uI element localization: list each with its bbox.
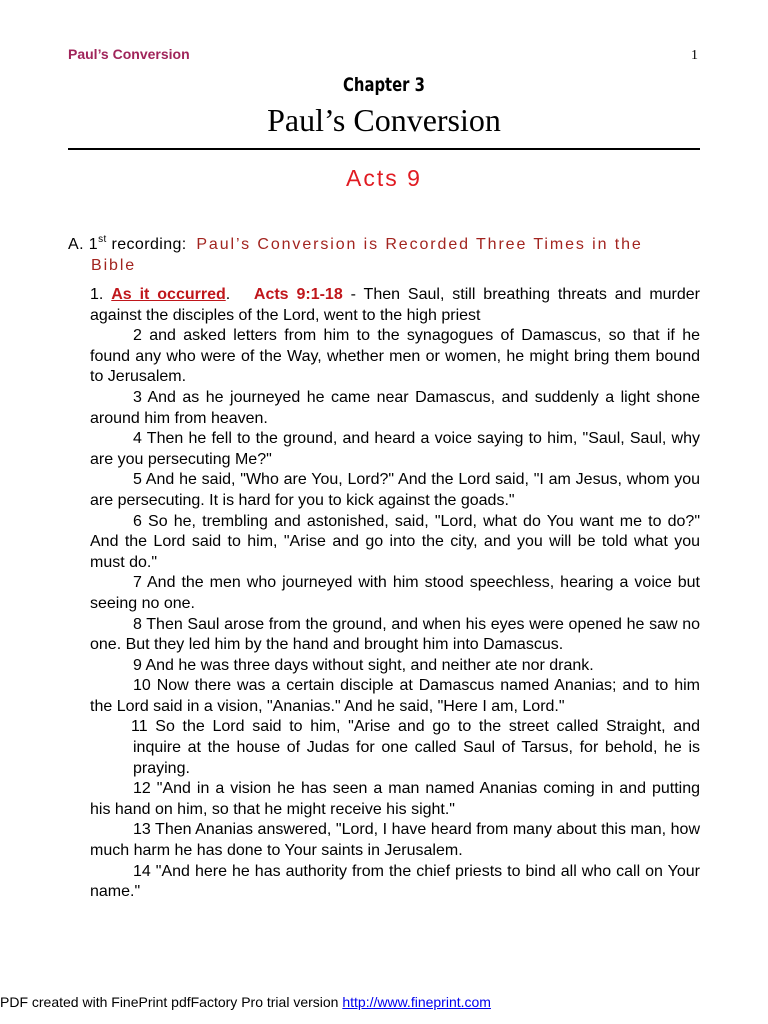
verse-11: 11 So the Lord said to him, "Arise and go to the street called Straight, and inquire at the house of Judas for one called Saul of Tarsus, for behold, he is praying. (131, 718, 700, 777)
verse-5: 5 And he said, "Who are You, Lord?" And the Lord said, "I am Jesus, whom you are persecuting. It is hard for you to kick against the goads." (90, 471, 700, 509)
verse-13: 13 Then Ananias answered, "Lord, I have heard from many about this man, how much harm he has done to Your saints in Jerusalem. (90, 821, 700, 860)
verse-10: 10 Now there was a certain disciple at Damascus named Ananias; and to him the Lord said in a vision, "Ananias." And he said, "Here I am, Lord." (90, 677, 700, 715)
verse-3: 3 And as he journeyed he came near Damascus, and suddenly a light shone around him from heaven. (90, 388, 700, 427)
section-a-title-continued: Bible (91, 256, 137, 274)
verse-2: 2 and asked letters from him to the synagogues of Damascus, so that if he found any who were of the Way, whether men or women, he might bring them bound to Jerusalem. (90, 327, 700, 386)
verse-1: 1. As it occurred. Acts 9:1-18 - Then Saul, still breathing threats and murder against the disciples of the Lord, went to the high priest (90, 286, 700, 324)
verse-9: 9 And he was three days without sight, and neither ate nor drank. (133, 656, 594, 674)
section-a-lead: recording: (106, 236, 197, 253)
item-number: 1. (90, 286, 104, 303)
verse-1-text: - Then Saul, still breathing threats and murder against the disciples of the Lord, went to the high priest (90, 286, 700, 324)
verse-4: 4 Then he fell to the ground, and heard a voice saying to him, "Saul, Saul, why are you persecuting Me?" (90, 430, 700, 468)
pdf-footer (0, 994, 491, 1010)
section-a-heading (68, 235, 700, 276)
chapter-title: Paul’s Conversion (267, 102, 501, 138)
running-header-title: Paul’s Conversion (68, 46, 190, 62)
title-divider (68, 148, 700, 150)
chapter-label: Chapter 3 (343, 74, 425, 96)
fineprint-link[interactable]: http://www.fineprint.com (342, 994, 491, 1010)
section-a-title: Paul’s Conversion is Recorded Three Times in the (196, 236, 643, 253)
verse-7: 7 And the men who journeyed with him stood speechless, hearing a voice but seeing no one. (90, 574, 700, 612)
section-a-marker: A. 1 (68, 236, 99, 253)
scripture-ref: Acts 9:1-18 (253, 286, 343, 303)
scripture-reference-heading: Acts 9 (346, 165, 422, 191)
verse-8: 8 Then Saul arose from the ground, and when his eyes were opened he saw no one. But they led him by the hand and brought him into Damascus. (90, 615, 700, 654)
verse-14: 14 "And here he has authority from the chief priests to bind all who call on Your name." (90, 862, 700, 901)
verse-12: 12 "And in a vision he has seen a man named Ananias coming in and putting his hand on him, so that he might receive his sight." (90, 780, 700, 818)
verse-list (90, 285, 700, 903)
page-number: 1 (691, 48, 698, 63)
footer-text: PDF created with FinePrint pdfFactory Pro trial version (0, 994, 343, 1010)
verse-6: 6 So he, trembling and astonished, said, "Lord, what do You want me to do?" And the Lord said to him, "Arise and go into the city, and you will be told what you must do." (90, 512, 700, 571)
as-it-occurred-label: As it occurred (111, 286, 226, 303)
ordinal-suffix: st (98, 234, 107, 245)
